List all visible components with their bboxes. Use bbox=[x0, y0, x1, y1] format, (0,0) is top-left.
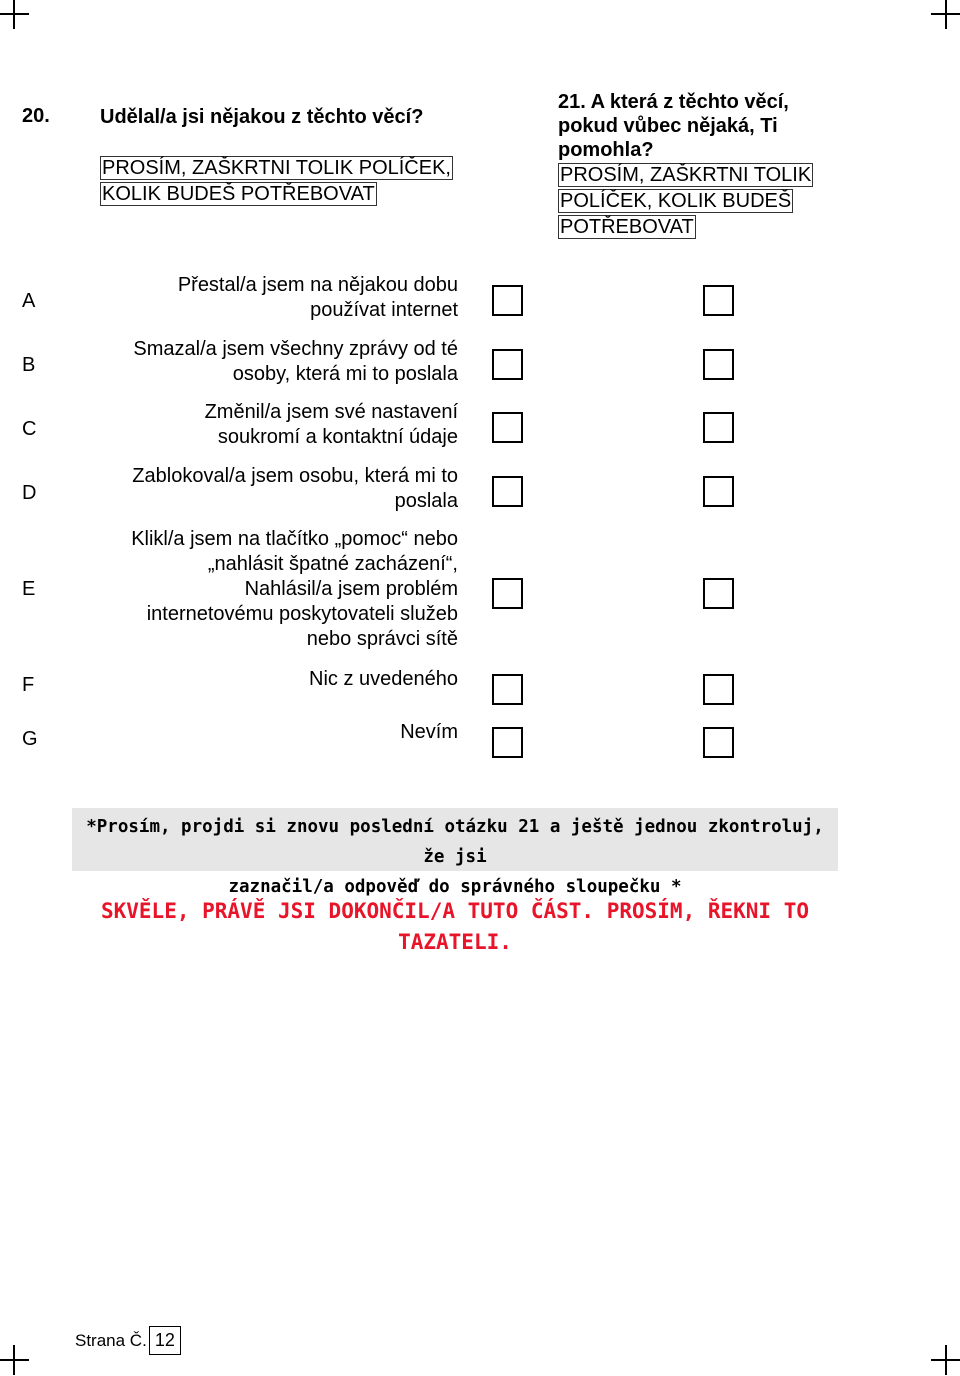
row-text-f bbox=[78, 667, 458, 692]
reminder-note bbox=[72, 808, 838, 897]
q20-header bbox=[100, 105, 500, 207]
reminder-note-line1: *Prosím, projdi si znovu poslední otázku 21 a ještě jednou zkontroluj, že jsi bbox=[86, 817, 824, 867]
reminder-note-line2: zaznačil/a odpověď do správného sloupečku * bbox=[228, 877, 682, 897]
row-letter-g: G bbox=[22, 728, 38, 750]
row-letter-f: F bbox=[22, 674, 35, 696]
checkbox-q20-d[interactable] bbox=[492, 476, 523, 507]
row-e-line4: internetovému poskytovateli služeb bbox=[146, 603, 458, 625]
crop-mark-top-right bbox=[931, 0, 960, 29]
q21-instruction-line3: POTŘEBOVAT bbox=[560, 216, 694, 238]
row-text-d bbox=[78, 464, 458, 514]
row-b-line2: osoby, která mi to poslala bbox=[232, 363, 458, 385]
checkbox-q20-c[interactable] bbox=[492, 412, 523, 443]
completion-message bbox=[60, 896, 850, 958]
crop-mark-bottom-left bbox=[0, 1345, 29, 1375]
q20-number: 20. bbox=[22, 105, 50, 127]
row-c-line2: soukromí a kontaktní údaje bbox=[217, 426, 458, 448]
crop-mark-top-left bbox=[0, 0, 29, 29]
q21-instruction-line2: POLÍČEK, KOLIK BUDEŠ bbox=[560, 190, 792, 212]
completion-message-line2: TAZATELI. bbox=[398, 930, 512, 954]
q20-instruction-line1: PROSÍM, ZAŠKRTNI TOLIK POLÍČEK, bbox=[102, 157, 451, 179]
row-d-line1: Zablokoval/a jsem osobu, která mi to bbox=[132, 465, 458, 487]
q21-title-line3: pomohla? bbox=[558, 139, 654, 161]
q21-instruction-line1: PROSÍM, ZAŠKRTNI TOLIK bbox=[560, 164, 812, 186]
q21-title-line2: pokud vůbec nějaká, Ti bbox=[558, 115, 778, 137]
row-letter-e: E bbox=[22, 578, 36, 600]
checkbox-q21-g[interactable] bbox=[703, 727, 734, 758]
q20-instruction bbox=[100, 155, 500, 207]
q21-header bbox=[558, 90, 858, 240]
row-text-c bbox=[78, 400, 458, 450]
row-text-b bbox=[78, 337, 458, 387]
row-f-line1: Nic z uvedeného bbox=[309, 668, 458, 690]
row-letter-d: D bbox=[22, 482, 37, 504]
row-a-line2: používat internet bbox=[310, 299, 458, 321]
q20-instruction-line2: KOLIK BUDEŠ POTŘEBOVAT bbox=[102, 183, 375, 205]
q21-title-line1: 21. A která z těchto věcí, bbox=[558, 91, 789, 113]
row-letter-c: C bbox=[22, 418, 37, 440]
row-c-line1: Změnil/a jsem své nastavení bbox=[204, 401, 458, 423]
row-e-line1: Klikl/a jsem na tlačítko „pomoc“ nebo bbox=[131, 528, 458, 550]
row-b-line1: Smazal/a jsem všechny zprávy od té bbox=[133, 338, 458, 360]
q20-title: Udělal/a jsi nějakou z těchto věcí? bbox=[100, 106, 424, 128]
checkbox-q21-d[interactable] bbox=[703, 476, 734, 507]
page-footer bbox=[75, 1326, 181, 1355]
checkbox-q21-c[interactable] bbox=[703, 412, 734, 443]
checkbox-q20-g[interactable] bbox=[492, 727, 523, 758]
row-text-a bbox=[78, 273, 458, 323]
checkbox-q21-b[interactable] bbox=[703, 349, 734, 380]
row-text-e bbox=[78, 527, 458, 652]
page-label: Strana Č. bbox=[75, 1330, 147, 1350]
row-d-line2: poslala bbox=[394, 490, 458, 512]
row-e-line5: nebo správci sítě bbox=[306, 628, 458, 650]
row-a-line1: Přestal/a jsem na nějakou dobu bbox=[177, 274, 458, 296]
completion-message-line1: SKVĚLE, PRÁVĚ JSI DOKONČIL/A TUTO ČÁST. PROSÍM, ŘEKNI TO bbox=[100, 899, 809, 923]
checkbox-q21-f[interactable] bbox=[703, 674, 734, 705]
checkbox-q20-b[interactable] bbox=[492, 349, 523, 380]
row-text-g bbox=[78, 720, 458, 745]
checkbox-q21-a[interactable] bbox=[703, 285, 734, 316]
row-letter-a: A bbox=[22, 290, 36, 312]
page-number: 12 bbox=[149, 1326, 181, 1355]
checkbox-q21-e[interactable] bbox=[703, 578, 734, 609]
checkbox-q20-e[interactable] bbox=[492, 578, 523, 609]
row-e-line3: Nahlásil/a jsem problém bbox=[244, 578, 458, 600]
row-g-line1: Nevím bbox=[400, 721, 458, 743]
crop-mark-bottom-right bbox=[931, 1345, 960, 1375]
checkbox-q20-a[interactable] bbox=[492, 285, 523, 316]
q21-instruction bbox=[558, 162, 858, 240]
row-e-line2: „nahlásit špatné zacházení“, bbox=[207, 553, 458, 575]
row-letter-b: B bbox=[22, 354, 36, 376]
checkbox-q20-f[interactable] bbox=[492, 674, 523, 705]
